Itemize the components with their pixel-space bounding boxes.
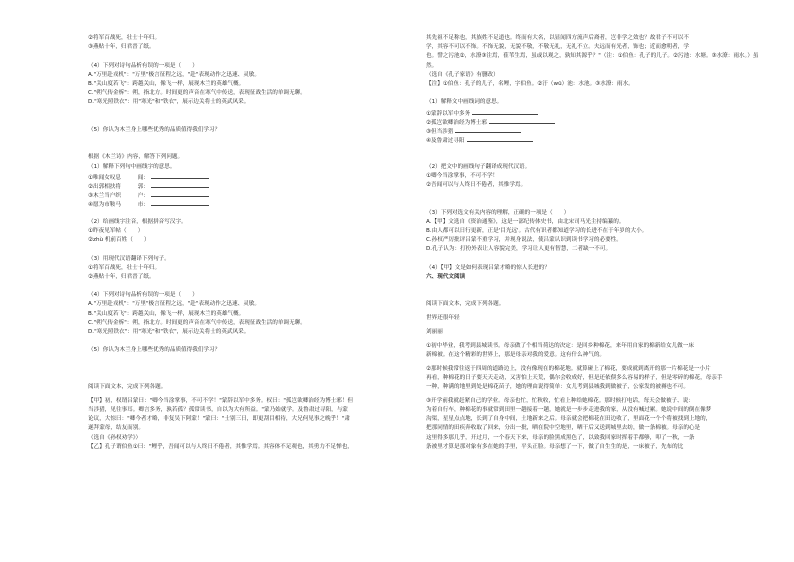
text-line	[88, 43, 414, 52]
line-text: 然。	[426, 62, 438, 69]
blank-line	[88, 365, 414, 374]
line-text: A.【甲】文选自《资治通鉴》，这是一部纪传体史书，由北宋司马光主持编纂的。	[426, 218, 625, 225]
text-line	[88, 319, 414, 328]
line-text: ③燕贴十年，归君晋了纸。	[88, 44, 155, 51]
line-text: A."万里赴戎机"："万里"极言征程之远，"赴"表现动作之迅速、灵敏。	[88, 71, 260, 78]
answer-blank[interactable]	[472, 108, 538, 115]
line-text: （4）下列对诗句品析有误的一项是（ ）	[88, 292, 198, 299]
text-line	[88, 218, 414, 227]
line-text: （5）你认为木兰身上哪些优秀的品质值得我们学习？	[88, 126, 221, 133]
line-text: D."寒光照铁衣"：用"寒光"和"铁衣"，展示边关将士的英武风采。	[88, 99, 250, 106]
text-line	[88, 310, 414, 319]
text-line	[426, 108, 766, 117]
line-text: D.孔子认为：打扮外表让人容貌完美，学习让人更有智慧，二者缺一不可。	[426, 246, 612, 253]
text-line	[88, 443, 414, 452]
text-line	[88, 264, 414, 273]
text-line	[426, 328, 766, 337]
text-line	[426, 163, 766, 172]
blank-line	[426, 89, 766, 98]
blank-line	[426, 144, 766, 153]
text-line	[88, 199, 414, 208]
text-line	[426, 34, 766, 43]
line-text: ②孤岂欲卿治经为博士邪	[426, 119, 487, 126]
line-text: C."朔气传金柝"：朔，指北方。时间更的声音在寒气中传送，表现征战生活的单调无聊。	[88, 319, 306, 326]
blank-line	[88, 337, 414, 346]
line-text: （3）下列对选文有关内容的理解，正确的一项是（ ）	[426, 209, 570, 216]
text-line	[88, 300, 414, 309]
text-line	[426, 351, 766, 360]
text-line	[426, 365, 766, 374]
blank-line	[88, 245, 414, 254]
answer-blank[interactable]	[151, 199, 209, 206]
text-line	[88, 328, 414, 337]
text-line	[426, 209, 766, 218]
text-line	[426, 406, 766, 415]
text-line	[88, 98, 414, 107]
line-text: ②zhù 机前百姓（ ）	[88, 237, 150, 244]
line-text: 阅读下面文本，完成下列各题。	[426, 301, 505, 308]
line-text: （4）下列对诗句品析有误的一项是（ ）	[88, 62, 198, 69]
text-line	[426, 397, 766, 406]
text-line	[426, 218, 766, 227]
line-text: 世界还很年轻	[426, 315, 460, 322]
text-line	[426, 236, 766, 245]
line-text: B.由人都可以日行更新，正是'目光远'。古代有识者都知道学习的长进不在于年岁的大小。	[426, 227, 648, 234]
line-text: ①初中毕业，我考到县城读书。母亲做了个相当荷达的决定：是回乡种棉花，来年用自家的棉新给女儿做一床	[426, 342, 694, 349]
line-text: ①卿今当涂掌事，不可不学！	[426, 172, 499, 179]
line-text: ③但当涉猎	[426, 128, 454, 135]
line-text: 学，其容不可以不饰。不饰无貌，无貌不敬，不敬无礼，无礼不立。夫远而有光者，饰也；近而愈明者，学	[426, 44, 689, 51]
blank-line	[426, 255, 766, 264]
text-line	[426, 62, 766, 71]
text-line	[426, 314, 766, 323]
answer-blank[interactable]	[455, 126, 521, 133]
text-line	[426, 181, 766, 190]
line-text: ④愿为市鞍马 市：	[88, 202, 149, 209]
line-text: （1）解释下列句中画线字的意思。	[88, 163, 176, 170]
line-text: 为着自行车，种棉花的事就常到田里一趟接着一趟，她就是一步步走进我的家，从没有喊过累。她说中间的倒在像梦	[426, 407, 712, 414]
text-line	[88, 406, 414, 415]
text-line	[88, 89, 414, 98]
line-text: ①唯闻女叹息 闻：	[88, 174, 149, 181]
line-text: 遂拜蒙母，结友而别。	[88, 425, 144, 432]
answer-blank[interactable]	[151, 181, 209, 188]
left-column	[88, 34, 414, 452]
line-text: B."关山度若飞"：跨越关山，像飞一样，展现木兰的英雄气概。	[88, 80, 245, 87]
text-line	[88, 80, 414, 89]
text-line	[88, 181, 414, 190]
text-line	[88, 383, 414, 392]
text-line	[426, 264, 766, 273]
line-text: 刘丽丽	[426, 329, 443, 335]
text-line	[426, 374, 766, 383]
blank-line	[426, 199, 766, 208]
line-text: A."万里赴戎机"："万里"极言征程之远，"赴"表现动作之迅速、灵敏。	[88, 301, 260, 308]
line-text: 【注】①伯鱼：孔子的儿子，名鲤，字伯鱼。②汙（wū）池：水池。③水潦：雨水。	[426, 80, 634, 87]
line-text: ①将军百战死，壮士十年归。	[88, 264, 161, 271]
text-line	[426, 172, 766, 181]
text-line	[88, 291, 414, 300]
text-line	[426, 80, 766, 89]
line-text: 这里得多那几乎，开过月，一个春天下来，母亲的脸黑成黑色了，以致我回家时挥着手都够，叩了一秋，一条	[426, 434, 695, 441]
line-text: ②吾闻可以与人终日不倦者，其惟学焉。	[426, 182, 527, 188]
text-line	[88, 190, 414, 199]
text-line	[426, 342, 766, 351]
text-line	[88, 62, 414, 71]
text-line	[88, 346, 414, 355]
blank-line	[88, 117, 414, 126]
line-text: （选自《孔子家语》有删改）	[426, 71, 499, 78]
answer-blank[interactable]	[467, 135, 533, 142]
line-text: 六、现代文阅读	[426, 273, 466, 280]
line-text: 根据《木兰诗》内容，解答下列问题。	[88, 154, 184, 161]
line-text: 条被里才算是那对象有多在她的手里，平头正脸。母亲想了一下，做了自生生的是，一床被子，先布的比	[426, 443, 684, 450]
blank-line	[88, 144, 414, 153]
line-text: 阅读下面文本，完成下列各题。	[88, 384, 167, 391]
text-line	[88, 424, 414, 433]
text-line	[88, 255, 414, 264]
right-column	[426, 34, 766, 452]
line-text: （3）用现代汉语翻译下列句子。	[88, 255, 170, 262]
line-text: 当涉猎，见往事耳。卿言多务，孰若孤？孤常读书，自以为大有所益。"蒙乃始就学。及鲁肃过寻阳，与蒙	[88, 407, 348, 414]
text-line	[88, 163, 414, 172]
blank-line	[426, 153, 766, 162]
line-text: ②燕贴十年，归君晋了纸。	[88, 273, 155, 280]
line-text: 一种，种满的地里到处是棉花苗子，她的理由说得简单：女儿考到县城我到做被子，公家发的被褥也不可。	[426, 384, 689, 391]
text-line	[88, 34, 414, 43]
line-text: 论议，大惊曰："卿今者才略，非复吴下阿蒙！"蒙曰："士别三日，即更刮目相待，大兄何见事之晚乎！"肃	[88, 416, 351, 423]
text-line	[88, 126, 414, 135]
text-line	[88, 172, 414, 181]
blank-line	[88, 356, 414, 365]
text-line	[426, 71, 766, 80]
line-text: 【甲】初，权谓吕蒙曰："卿今当涂掌事，不可不学！"蒙辞以军中多务。权曰："孤岂欲卿治经为博士邪！但	[88, 397, 354, 404]
text-line	[88, 236, 414, 245]
line-text: 其先祖不足称也，其族姓不足道也。终而有大名，以显闻四方流声后裔者，岂非学之效也？故君子不可以不	[426, 35, 689, 41]
text-line	[426, 98, 766, 107]
line-text: ②出郭相扶将 郭：	[88, 184, 149, 190]
line-text: （5）你认为木兰身上哪些优秀的品质值得我们学习？	[88, 347, 221, 354]
text-line	[426, 300, 766, 309]
line-text: 【乙】孔子谓伯鱼①曰："鲤乎，吾闻可以与人终日不倦者，其惟学焉。其容体不足观也，其勇力不足惮也，	[88, 443, 353, 450]
line-text: D."寒光照铁衣"：用"寒光"和"铁衣"，展示边关将士的英武风采。	[88, 329, 250, 335]
blank-line	[88, 374, 414, 383]
line-text: 沟渠，星星点点地，长到了自身中间，土地新来之后。母亲就会把棉花在田边收了，里面花一个个将被找到上地的，	[426, 416, 712, 423]
line-text: ②将军百战死，壮士十年归。	[88, 35, 161, 41]
section-heading	[426, 273, 766, 282]
answer-blank[interactable]	[151, 172, 209, 179]
line-text: ③木兰当户织 户：	[88, 193, 149, 200]
line-text: ③开学前我就赶紧自己的学业。母亲也忙，忙秋收，忙看上种给她棉花。那时候打电话，每天会做被子、说：	[426, 397, 694, 404]
answer-blank[interactable]	[151, 190, 209, 197]
text-line	[426, 245, 766, 254]
line-text: （选自《孙权劝学》）	[88, 434, 142, 441]
line-text: ①昨夜见军帖（ ）	[88, 227, 144, 234]
blank-line	[88, 282, 414, 291]
text-line	[426, 443, 766, 452]
line-text: 新棉被。在这个精彩的世界上，那是母亲对我的爱意。这有什么神气的。	[426, 351, 606, 358]
blank-line	[426, 282, 766, 291]
text-line	[88, 71, 414, 80]
line-text: 也。譬之污池②，水潦③注焉，萑苇生焉，虽或以观之，孰知其源乎？"（注：①伯鱼：孔子的儿子。②污池：水塘。③水潦：雨水。）虽	[426, 53, 759, 60]
text-line	[426, 415, 766, 424]
line-text: C.孙权严厉批评吕蒙不重学习，并现身说法，使吕蒙认识到读书学习的必要性。	[426, 237, 622, 244]
blank-line	[426, 291, 766, 300]
line-text: 把那同情的田疾奔收取了回来，分出一批，晒在院中空地里，晒干后又送到城里去纺，做一条棉被。母亲的心是	[426, 425, 701, 432]
line-text: ④及鲁肃过寻阳	[426, 138, 465, 145]
line-text: （2）把文中的画线句子翻译成现代汉语。	[426, 163, 531, 170]
blank-line	[88, 52, 414, 61]
line-text: 再看，种棉花的日子要天天走动，又害怕上天荒，偶尔会收成好，但是还依偎多么容易的样子，但是零碎的棉花，母亲手	[426, 374, 723, 381]
text-line	[426, 117, 766, 126]
text-line	[426, 43, 766, 52]
line-text: （4）【甲】文是如何表现吕蒙才略的惊人长进的？	[426, 264, 550, 271]
text-line	[426, 135, 766, 144]
text-line	[426, 383, 766, 392]
text-line	[426, 424, 766, 433]
blank-line	[426, 190, 766, 199]
blank-line	[88, 209, 414, 218]
line-text: （1）解释文中画线词的意思。	[426, 99, 503, 106]
text-line	[426, 434, 766, 443]
text-line	[88, 153, 414, 162]
blank-line	[88, 135, 414, 144]
blank-line	[88, 108, 414, 117]
text-line	[88, 434, 414, 443]
text-line	[88, 227, 414, 236]
line-text: C."朔气传金柝"：朔，指北方。时间更的声音在寒气中传送，表现征战生活的单调无聊。	[88, 90, 306, 97]
line-text: ①蒙辞以军中多务	[426, 110, 471, 117]
line-text: ②那时候我常往返于四周的道路边上，没有像现在的棉花地。就算碰上了棉花，要成就到离开的那一片棉花是一小片	[426, 365, 711, 372]
line-text: （2）给画线字注音，根据拼音写汉字。	[88, 218, 187, 225]
text-line	[426, 227, 766, 236]
text-line	[426, 52, 766, 61]
answer-blank[interactable]	[489, 117, 555, 124]
text-line	[88, 415, 414, 424]
text-line	[88, 273, 414, 282]
text-line	[426, 126, 766, 135]
line-text: B."关山度若飞"：跨越关山，像飞一样，展现木兰的英雄气概。	[88, 310, 245, 317]
text-line	[88, 397, 414, 406]
